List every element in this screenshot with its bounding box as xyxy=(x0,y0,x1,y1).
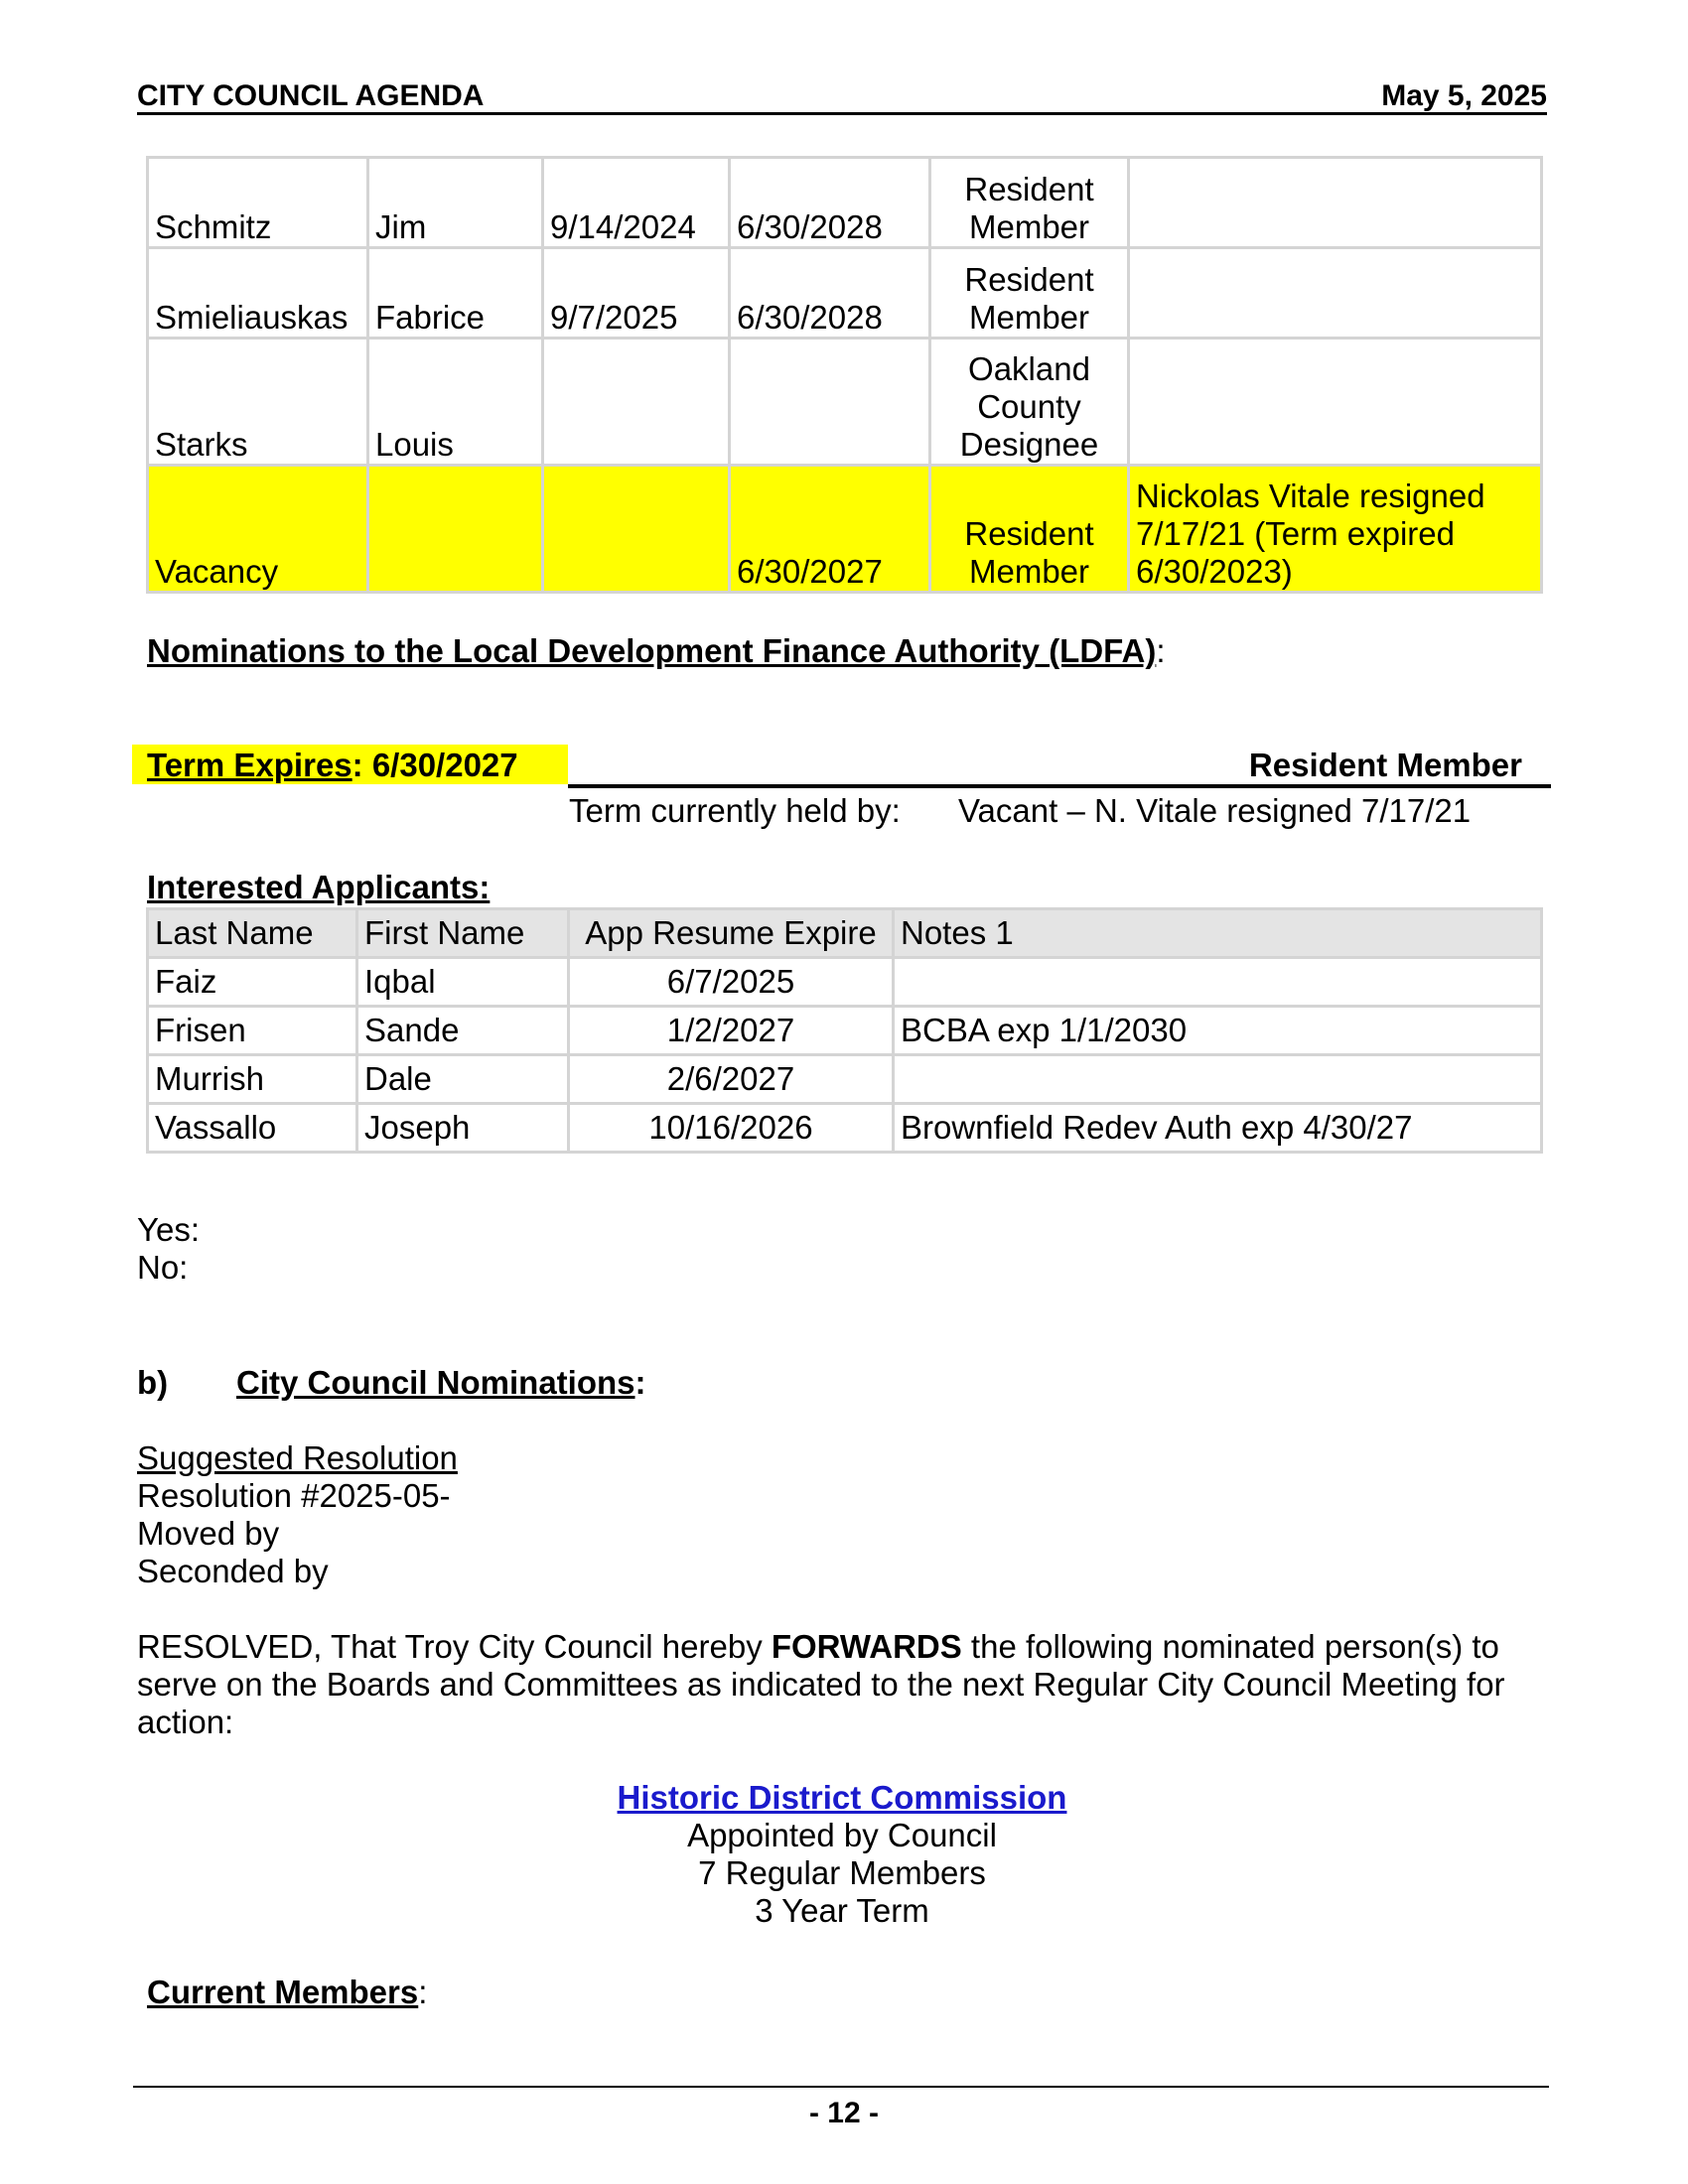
cell-type: Resident Member xyxy=(930,466,1129,593)
moved-by: Moved by xyxy=(137,1515,280,1552)
commission-line-3: 3 Year Term xyxy=(755,1892,929,1929)
cell-last: Starks xyxy=(148,339,368,466)
resolution-text-post: the following nominated person(s) to serve on the Boards and Committees as indicated to the next Regular City Council Meeting for action: xyxy=(137,1628,1505,1740)
current-members-label: Current Members xyxy=(147,1974,419,2010)
term-held-label: Term currently held by: xyxy=(569,792,901,829)
position-type: Resident Member xyxy=(1248,747,1522,783)
ldfa-heading-suffix: : xyxy=(1156,632,1166,669)
section-title-suffix: : xyxy=(634,1364,646,1401)
suggested-resolution: Suggested Resolution xyxy=(137,1439,458,1476)
ldfa-heading-text: Nominations to the Local Development Finance Authority (LDFA) xyxy=(147,632,1157,669)
cell-last: Schmitz xyxy=(148,158,368,248)
resolution-text-pre: RESOLVED, That Troy City Council hereby xyxy=(137,1628,772,1665)
commission-line-1: Appointed by Council xyxy=(687,1817,997,1853)
table-row xyxy=(148,339,1542,466)
agenda-date: May 5, 2025 xyxy=(1381,79,1547,112)
col-header-expire: App Resume Expire xyxy=(569,909,894,958)
cell-expire: 2/6/2027 xyxy=(569,1055,894,1104)
members-table xyxy=(146,156,1543,594)
col-header-last: Last Name xyxy=(148,909,357,958)
current-members-suffix: : xyxy=(418,1974,428,2010)
cell-expire: 1/2/2027 xyxy=(569,1007,894,1055)
resolution-number: Resolution #2025-05- xyxy=(137,1477,451,1514)
table-row xyxy=(148,248,1542,339)
cell-last: Faiz xyxy=(148,958,357,1007)
cell-type: Resident Member xyxy=(930,158,1129,248)
commission-line-2: 7 Regular Members xyxy=(698,1854,986,1891)
cell-start: 9/14/2024 xyxy=(543,158,730,248)
col-header-first: First Name xyxy=(357,909,569,958)
term-expires-value: : 6/30/2027 xyxy=(352,747,518,783)
commission-link[interactable]: Historic District Commission xyxy=(617,1779,1067,1816)
cell-notes xyxy=(894,1055,1542,1104)
cell-first: Fabrice xyxy=(368,248,543,339)
term-held-value: Vacant – N. Vitale resigned 7/17/21 xyxy=(958,792,1472,829)
current-members xyxy=(147,1974,427,2011)
applicants-heading: Interested Applicants: xyxy=(147,869,491,905)
cell-last: Frisen xyxy=(148,1007,357,1055)
ldfa-heading xyxy=(147,632,1166,670)
cell-first: Sande xyxy=(357,1007,569,1055)
cell-expires: 6/30/2028 xyxy=(730,248,930,339)
cell-first xyxy=(368,466,543,593)
cell-expire: 6/7/2025 xyxy=(569,958,894,1007)
commission-block xyxy=(137,1779,1547,1930)
cell-start xyxy=(543,466,730,593)
cell-start: 9/7/2025 xyxy=(543,248,730,339)
col-header-notes: Notes 1 xyxy=(894,909,1542,958)
cell-last: Smieliauskas xyxy=(148,248,368,339)
cell-type: Oakland County Designee xyxy=(930,339,1129,466)
section-letter: b) xyxy=(137,1364,169,1401)
agenda-title: CITY COUNCIL AGENDA xyxy=(137,79,485,112)
position-rule xyxy=(568,784,1551,788)
cell-notes xyxy=(1129,158,1542,248)
table-row xyxy=(148,1007,1542,1055)
table-row xyxy=(148,958,1542,1007)
page-number: - 12 - xyxy=(808,2097,880,2129)
seconded-by: Seconded by xyxy=(137,1553,329,1589)
cell-notes xyxy=(1129,248,1542,339)
cell-notes: Brownfield Redev Auth exp 4/30/27 xyxy=(894,1104,1542,1153)
cell-last: Murrish xyxy=(148,1055,357,1104)
table-row xyxy=(148,1104,1542,1153)
term-expires-label: Term Expires xyxy=(147,747,352,783)
vote-yes: Yes: xyxy=(137,1211,201,1248)
table-row-vacancy xyxy=(148,466,1542,593)
cell-last: Vacancy xyxy=(148,466,368,593)
table-header-row xyxy=(148,909,1542,958)
header-rule xyxy=(137,112,1547,115)
cell-type: Resident Member xyxy=(930,248,1129,339)
cell-notes xyxy=(894,958,1542,1007)
cell-expire: 10/16/2026 xyxy=(569,1104,894,1153)
cell-expires: 6/30/2028 xyxy=(730,158,930,248)
cell-last: Vassallo xyxy=(148,1104,357,1153)
cell-expires xyxy=(730,339,930,466)
resolution-text xyxy=(137,1628,1547,1741)
cell-notes xyxy=(1129,339,1542,466)
applicants-table xyxy=(146,907,1543,1154)
vote-no: No: xyxy=(137,1249,189,1286)
resolution-text-bold: FORWARDS xyxy=(771,1628,962,1665)
cell-start xyxy=(543,339,730,466)
cell-first: Joseph xyxy=(357,1104,569,1153)
cell-expires: 6/30/2027 xyxy=(730,466,930,593)
footer-rule xyxy=(133,2086,1549,2088)
term-expires xyxy=(147,747,518,784)
cell-first: Dale xyxy=(357,1055,569,1104)
section-title xyxy=(236,1364,646,1402)
cell-notes: BCBA exp 1/1/2030 xyxy=(894,1007,1542,1055)
table-row xyxy=(148,1055,1542,1104)
cell-first: Louis xyxy=(368,339,543,466)
cell-notes: Nickolas Vitale resigned 7/17/21 (Term expired 6/30/2023) xyxy=(1129,466,1542,593)
section-title-text: City Council Nominations xyxy=(236,1364,635,1401)
cell-first: Jim xyxy=(368,158,543,248)
table-row xyxy=(148,158,1542,248)
cell-first: Iqbal xyxy=(357,958,569,1007)
